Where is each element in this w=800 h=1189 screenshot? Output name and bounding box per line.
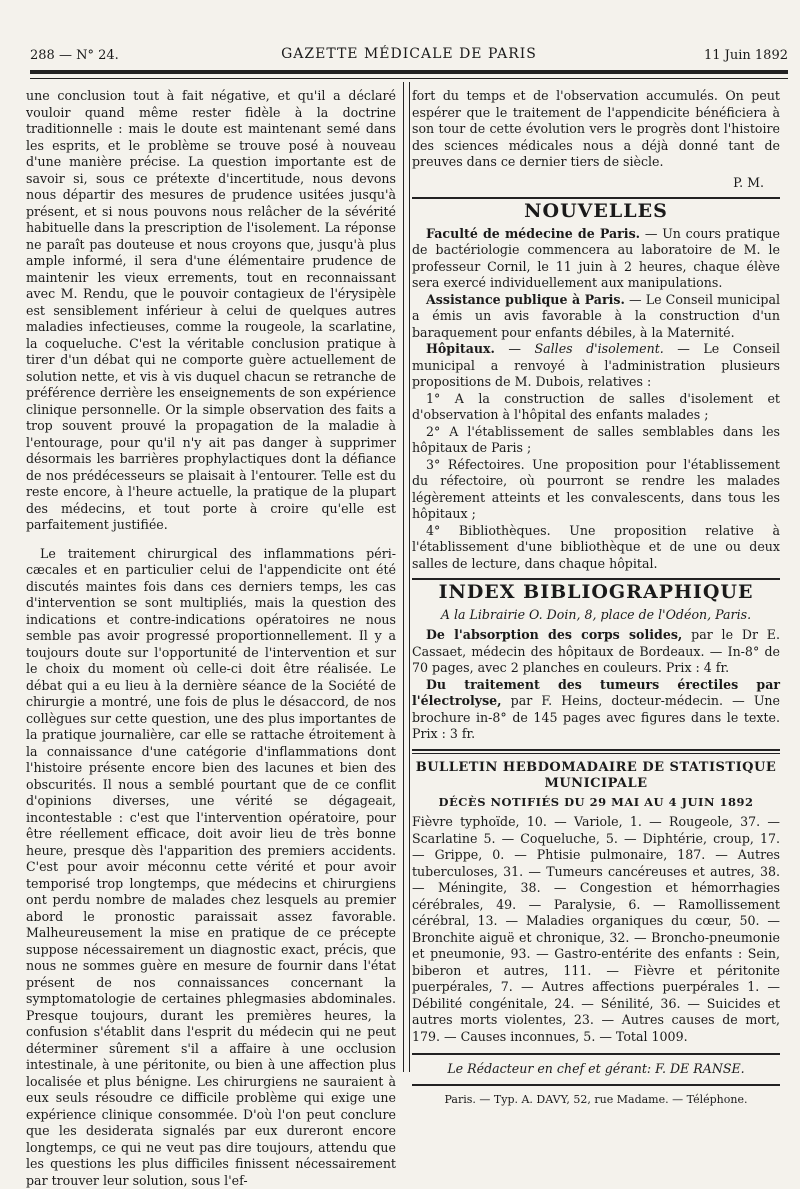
news-item-faculte (412, 226, 780, 292)
page-header (30, 46, 788, 66)
paragraph-erysipele: une conclusion tout à fait négative, et qu'il a déclaré vouloir quand même rester fidèle à la doctrine traditionnelle : mais le doute est maintenant semé dans les esprits, et le problème se trouve posé à nouveau d'une manière précise. La question importante est de savoir si, sous ce prétexte d'incertitude, nous devons nous départir des mesures de prudence usitées jusqu'à présent, et si nous pouvons nous relâcher de la sévérité habituelle dans la prescription de l'isolement. La réponse ne paraît pas douteuse et nous croyons que, jusqu'à plus ample informé, il sera d'une élémentaire prudence de maintenir les vieux errements, tout en reconnaissant avec M. Rendu, que le pouvoir contagieux de l'érysipèle est sensiblement inférieur à celui de quelques autres maladies infectieuses, comme la rougeole, la scarlatine, la coqueluche. C'est la véritable conclusion pratique à tirer d'un débat qui ne comporte guère actuellement de solution nette, et vis à vis duquel chacun se retranche de préférence derrière les enseignements de son expérience clinique personnelle. Or la simple observation des faits a trop souvent prouvé la propagation de la maladie à l'entourage, pour qu'il n'y ait pas danger à supprimer désormais les barrières prophylactiques dont la défiance de nos prédécesseurs se plaisait à l'entourer. Telle est du reste encore, à l'heure actuelle, la pratique de la plupart des médecins, et tout porte à croire qu'elle est parfaitement justifiée. (26, 88, 396, 534)
news-heading: Hôpitaux. (426, 341, 495, 356)
journal-title: GAZETTE MÉDICALE DE PARIS (30, 46, 788, 62)
bulletin-subtitle: DÉCÈS NOTIFIÉS DU 29 MAI AU 4 JUIN 1892 (412, 794, 780, 811)
news-point-1: 1° A la construction de salles d'isolement et d'observation à l'hôpital des enfants malades ; (412, 391, 780, 424)
news-text: — Le Conseil municipal a renvoyé à l'administration plusieurs propositions de M. Dubois, relatives : (412, 341, 780, 389)
paragraph-appendicite: Le traitement chirurgical des inflammations péri-cæcales et en particulier celui de l'appendicite ont été discutés maintes fois dans ces derniers temps, les cas d'intervention se sont multipliés, mais la question des indications et contre-indications opératoires ne nous semble pas avoir progressé proportionnellement. Il y a toujours doute sur l'opportunité de l'intervention et sur le choix du moment où celle-ci doit être réalisée. Le débat qui a eu lieu à la dernière séance de la Société de chirurgie a montré, une fois de plus le désaccord, de nos collègues sur cette question, une des plus importantes de la pratique journalière, car elle se rattache étroitement à la connaissance d'une catégorie d'inflammations dont l'histoire présente encore bien des lacunes et bien des obscurités. Il nous a semblé pourtant que de ce conflit d'opinions diverses, une vérité se dégageait, incontestable : c'est que l'intervention opératoire, pour être réellement efficace, doit avoir lieu de très bonne heure, presque dès l'apparition des premiers accidents. C'est pour avoir méconnu cette vérité et pour avoir temporisé trop longtemps, que médecins et chirurgiens ont perdu nombre de malades chez lesquels au premier abord le pronostic paraissait assez favorable. Malheureusement la mise en pratique de ce précepte suppose nécessairement un diagnostic exact, précis, que nous ne sommes guère en mesure de fournir dans l'état présent de nos connaissances concernant la symptomatologie de certaines phlegmasies abdominales. Presque toujours, durant les premières heures, la confusion s'établit dans l'esprit du médecin qui ne peut déterminer sûrement s'il a affaire à une occlusion intestinale, à une péritonite, ou bien à une affection plus localisée et plus bénigne. Les chirurgiens ne sauraient à eux seuls résoudre ce difficile problème qui exige une expérience clinique consommée. D'où l'on peut conclure que les desiderata signalés par eux dureront encore longtemps, ce qui ne veut pas dire toujours, attendu que les questions les plus difficiles finissent nécessairement par trouver leur solution, sous l'ef- (26, 546, 396, 1189)
index-title: INDEX BIBLIOGRAPHIQUE (412, 584, 780, 601)
header-rule-thin (30, 78, 788, 79)
index-book-details: par F. Heins, docteur-médecin. — Une brochure in-8° de 145 pages avec figures dans le texte. Prix : 3 fr. (412, 693, 780, 741)
news-heading: Faculté de médecine de Paris. (426, 226, 640, 241)
bulletin-statistics: Fièvre typhoïde, 10. — Variole, 1. — Rougeole, 37. — Scarlatine 5. — Coqueluche, 5. — Diphtérie, croup, 17. — Grippe, 0. — Phtisie pulmonaire, 187. — Autres tuberculoses, 31. — Tumeurs cancéreuses et autres, 38. — Méningite, 38. — Congestion et hémorrhagies cérébrales, 49. — Paralysie, 6. — Ramollissement cérébral, 13. — Maladies organiques du cœur, 50. — Bronchite aiguë et chronique, 32. — Broncho-pneumonie et pneumonie, 93. — Gastro-entérite des enfants : Sein, biberon et autres, 111. — Fièvre et péritonite puerpérales, 7. — Autres affections puerpérales 1. — Débilité congénitale, 24. — Sénilité, 36. — Suicides et autres morts violentes, 23. — Autres causes de mort, 179. — Causes inconnues, 5. — Total 1009. (412, 814, 780, 1045)
index-publisher: A la Librairie O. Doin, 8, place de l'Odéon, Paris. (412, 607, 780, 624)
index-book-title: De l'absorption des corps solides, (426, 627, 682, 642)
news-point-4: 4° Bibliothèques. Une proposition relative à l'établissement d'une bibliothèque et de une ou deux salles de lecture, dans chaque hôpital. (412, 523, 780, 573)
news-text: — Un cours pratique de bactériologie commencera au laboratoire de M. le professeur Cornil, le 11 juin à 2 heures, chaque élève sera exercé individuellement aux manipulations. (412, 226, 780, 291)
printer-line: Paris. — Typ. A. DAVY, 52, rue Madame. — Téléphone. (412, 1092, 780, 1109)
section-rule (412, 197, 780, 199)
issue-date: 11 Juin 1892 (704, 48, 788, 63)
news-subheading: — Salles d'isolement. (495, 341, 664, 356)
news-item-assistance (412, 292, 780, 342)
index-book-details: par le Dr E. Cassaet, médecin des hôpitaux de Bordeaux. — In-8° de 70 pages, avec 2 planches en couleurs. Prix : 4 fr. (412, 627, 780, 675)
news-heading: Assistance publique à Paris. (426, 292, 625, 307)
right-column (412, 88, 780, 1108)
news-item-hopitaux (412, 341, 780, 391)
index-item-1 (412, 627, 780, 677)
page-number: 288 — N° 24. (30, 48, 119, 63)
column-divider (403, 82, 410, 1072)
news-text: — Le Conseil municipal a émis un avis favorable à la construction d'un baraquement pour enfants débiles, à la Maternité. (412, 292, 780, 340)
bulletin-title: BULLETIN HEBDOMADAIRE DE STATISTIQUE MUNICIPALE (412, 760, 780, 792)
left-column (26, 88, 396, 1189)
section-rule (412, 578, 780, 580)
index-item-2 (412, 677, 780, 743)
editor-line: Le Rédacteur en chef et gérant: F. DE RANSE. (412, 1061, 780, 1078)
section-rule (412, 1053, 780, 1055)
author-signature: P. M. (412, 175, 764, 192)
news-point-3: 3° Réfectoires. Une proposition pour l'établissement du réfectoire, où pourront se rendre les malades légèrement atteints et les convalescents, dans tous les hôpitaux ; (412, 457, 780, 523)
section-rule (412, 1084, 780, 1086)
section-rule (412, 749, 780, 751)
news-point-2: 2° A l'établissement de salles semblables dans les hôpitaux de Paris ; (412, 424, 780, 457)
nouvelles-title: NOUVELLES (412, 203, 780, 220)
section-rule-thin (412, 753, 780, 754)
header-rule-thick (30, 70, 788, 74)
paragraph-continuation: fort du temps et de l'observation accumulés. On peut espérer que le traitement de l'appendicite bénéficiera à son tour de cette évolution vers le progrès dont l'histoire des sciences médicales nous a déjà donné tant de preuves dans ce dernier tiers de siècle. (412, 88, 780, 171)
index-book-title: Du traitement des tumeurs érectiles par l'électrolyse, (412, 677, 780, 709)
